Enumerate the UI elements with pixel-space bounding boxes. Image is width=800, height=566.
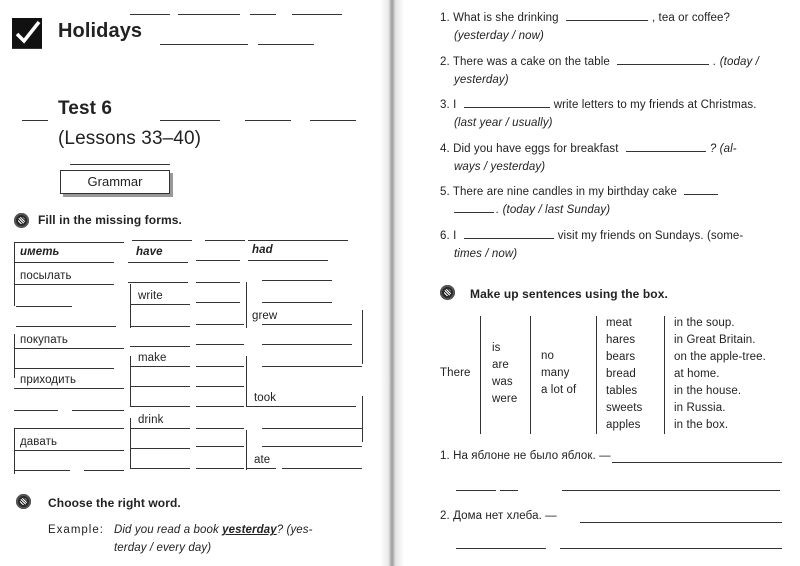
answer-blank[interactable] xyxy=(626,151,706,152)
lessons-label: (Lessons 33–40) xyxy=(58,128,202,149)
question-5: 5. There are nine candles in my birthday cake xyxy=(440,186,722,198)
form-cell: write xyxy=(138,290,163,302)
answer-line[interactable] xyxy=(500,490,518,491)
form-cell: took xyxy=(254,392,277,404)
question-4-options: ways / yesterday) xyxy=(454,161,546,173)
box-there: There xyxy=(440,367,471,379)
form-cell: покупать xyxy=(20,334,68,346)
answer-blank[interactable] xyxy=(464,107,550,108)
box-place: in the soup. xyxy=(674,317,735,329)
grammar-label: Grammar xyxy=(60,170,170,194)
form-cell: приходить xyxy=(20,374,77,386)
section-bullet-icon xyxy=(16,494,31,509)
divider xyxy=(12,48,42,49)
section2-instruction: Choose the right word. xyxy=(48,496,181,510)
box-verb: was xyxy=(492,376,513,388)
box-verb: were xyxy=(492,393,518,405)
question-6: 6. I visit my friends on Sundays. (some- xyxy=(440,230,744,242)
section3-instruction: Make up sentences using the box. xyxy=(470,287,668,301)
answer-blank[interactable] xyxy=(464,238,554,239)
answer-line[interactable] xyxy=(612,462,782,463)
box-place: in the house. xyxy=(674,385,742,397)
question-1-options: (yesterday / now) xyxy=(454,30,544,42)
test-title: Test 6 xyxy=(58,98,113,119)
section1-instruction: Fill in the missing forms. xyxy=(38,213,182,227)
question-6-options: times / now) xyxy=(454,248,518,260)
box-quantifier: no xyxy=(541,350,554,362)
answer-line[interactable] xyxy=(560,548,782,549)
answer-blank[interactable] xyxy=(684,194,718,195)
table-header-3: had xyxy=(252,244,273,256)
question-3-options: (last year / usually) xyxy=(454,117,553,129)
question-1: 1. What is she drinking , tea or coffee? xyxy=(440,12,731,24)
answer-line[interactable] xyxy=(456,490,496,491)
question-5-line2: . (today / last Sunday) xyxy=(454,204,610,216)
box-quantifier: a lot of xyxy=(541,384,577,396)
example-line2: terday / every day) xyxy=(114,542,212,554)
question-2: 2. There was a cake on the table . (today / xyxy=(440,56,759,68)
form-cell: grew xyxy=(252,310,278,322)
table-header-1: иметь xyxy=(20,246,60,258)
form-cell: давать xyxy=(20,436,58,448)
box-place: on the apple-tree. xyxy=(674,351,766,363)
question-2-options: yesterday) xyxy=(454,74,509,86)
answer-line[interactable] xyxy=(456,548,546,549)
box-place: in Russia. xyxy=(674,402,726,414)
translate-sentence-1: 1. На яблоне не было яблок. — xyxy=(440,450,611,462)
form-cell: ate xyxy=(254,454,271,466)
box-place: in Great Britain. xyxy=(674,334,756,346)
box-noun: apples xyxy=(606,419,641,431)
book-spine xyxy=(380,0,404,566)
form-cell: посылать xyxy=(20,270,72,282)
page-title: Holidays xyxy=(58,20,143,42)
answer-line[interactable] xyxy=(562,490,780,491)
answer-blank[interactable] xyxy=(617,64,709,65)
question-4: 4. Did you have eggs for breakfast ? (al- xyxy=(440,143,737,155)
box-verb: are xyxy=(492,359,509,371)
box-noun: sweets xyxy=(606,402,643,414)
box-noun: hares xyxy=(606,334,636,346)
box-noun: bears xyxy=(606,351,636,363)
box-place: in the box. xyxy=(674,419,729,431)
form-cell: make xyxy=(138,352,167,364)
section-bullet-icon xyxy=(14,213,29,228)
example-sentence: Did you read a book yesterday? (yes- xyxy=(114,524,313,536)
check-icon xyxy=(12,18,42,48)
box-noun: bread xyxy=(606,368,636,380)
box-noun: meat xyxy=(606,317,632,329)
table-header-2: have xyxy=(136,246,163,258)
answer-blank[interactable] xyxy=(454,212,494,213)
example-label: Example: xyxy=(48,524,104,536)
box-place: at home. xyxy=(674,368,720,380)
translate-sentence-2: 2. Дома нет хлеба. — xyxy=(440,510,557,522)
answer-line[interactable] xyxy=(580,522,782,523)
question-3: 3. I write letters to my friends at Christmas. xyxy=(440,99,757,111)
answer-blank[interactable] xyxy=(566,20,648,21)
section-bullet-icon xyxy=(440,285,455,300)
form-cell: drink xyxy=(138,414,164,426)
box-verb: is xyxy=(492,342,501,354)
example-answer: yesterday xyxy=(222,524,277,536)
box-noun: tables xyxy=(606,385,638,397)
box-quantifier: many xyxy=(541,367,570,379)
